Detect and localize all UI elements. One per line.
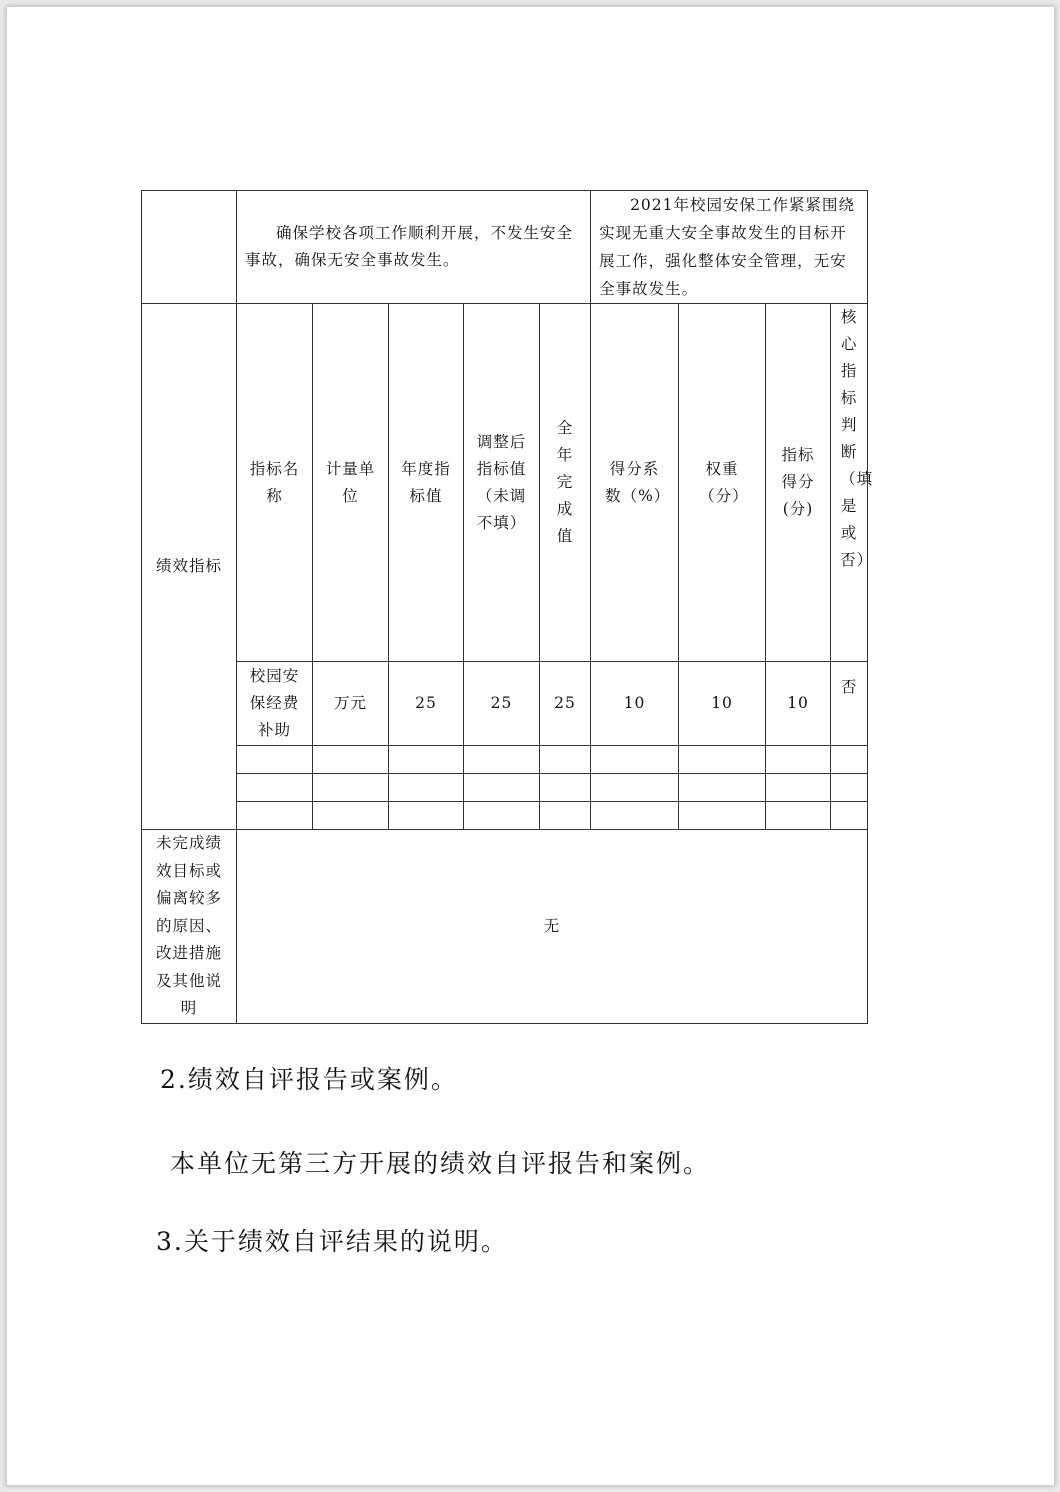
empty-row — [142, 774, 868, 802]
header-completed: 全年完成值 — [540, 304, 591, 662]
planned-goal-cell — [237, 191, 591, 304]
cell-weight: 10 — [679, 662, 766, 746]
header-score-coef: 得分系数（%） — [591, 304, 679, 662]
cell-core: 否 — [831, 662, 868, 746]
cell-score-coef: 10 — [591, 662, 679, 746]
cell-completed: 25 — [540, 662, 591, 746]
planned-goal-text: 确保学校各项工作顺利开展，不发生安全事故，确保无安全事故发生。 — [245, 224, 574, 269]
cell-score: 10 — [766, 662, 831, 746]
header-adjusted-target: 调整后指标值（未调不填） — [464, 304, 540, 662]
reason-value: 无 — [543, 917, 561, 935]
actual-result-text: 2021年校园安保工作紧紧围绕实现无重大安全事故发生的目标开展工作，强化整体安全管理，无安全事故发生。 — [599, 196, 856, 298]
indicator-row — [142, 662, 868, 746]
header-weight: 权重（分） — [679, 304, 766, 662]
cell-adjusted-target: 25 — [464, 662, 540, 746]
goal-row — [142, 191, 868, 304]
header-name: 指标名称 — [237, 304, 313, 662]
empty-row — [142, 802, 868, 830]
section-2-title: 2.绩效自评报告或案例。 — [160, 1065, 458, 1094]
cell-annual-target: 25 — [389, 662, 464, 746]
cell-unit: 万元 — [313, 662, 389, 746]
reason-row — [142, 830, 868, 1024]
section-label-cell — [142, 304, 237, 830]
performance-table — [141, 190, 874, 1024]
header-annual-target: 年度指标值 — [389, 304, 464, 662]
section-3-title: 3.关于绩效自评结果的说明。 — [156, 1227, 508, 1256]
reason-label: 未完成绩效目标或偏离较多的原因、改进措施及其他说明 — [155, 834, 222, 1018]
section-label: 绩效指标 — [155, 557, 222, 575]
goal-row-label-cell — [142, 191, 237, 304]
header-score: 指标得分(分) — [766, 304, 831, 662]
indicator-header-row — [142, 304, 868, 662]
cell-name: 校园安保经费补助 — [237, 662, 313, 746]
actual-result-cell — [591, 191, 868, 304]
reason-label-cell — [142, 830, 237, 1024]
reason-value-cell — [237, 830, 868, 1024]
header-core: 核心指标判断（填是或否） — [831, 304, 868, 662]
header-unit: 计量单位 — [313, 304, 389, 662]
empty-row — [142, 746, 868, 774]
section-2-body: 本单位无第三方开展的绩效自评报告和案例。 — [170, 1149, 711, 1178]
